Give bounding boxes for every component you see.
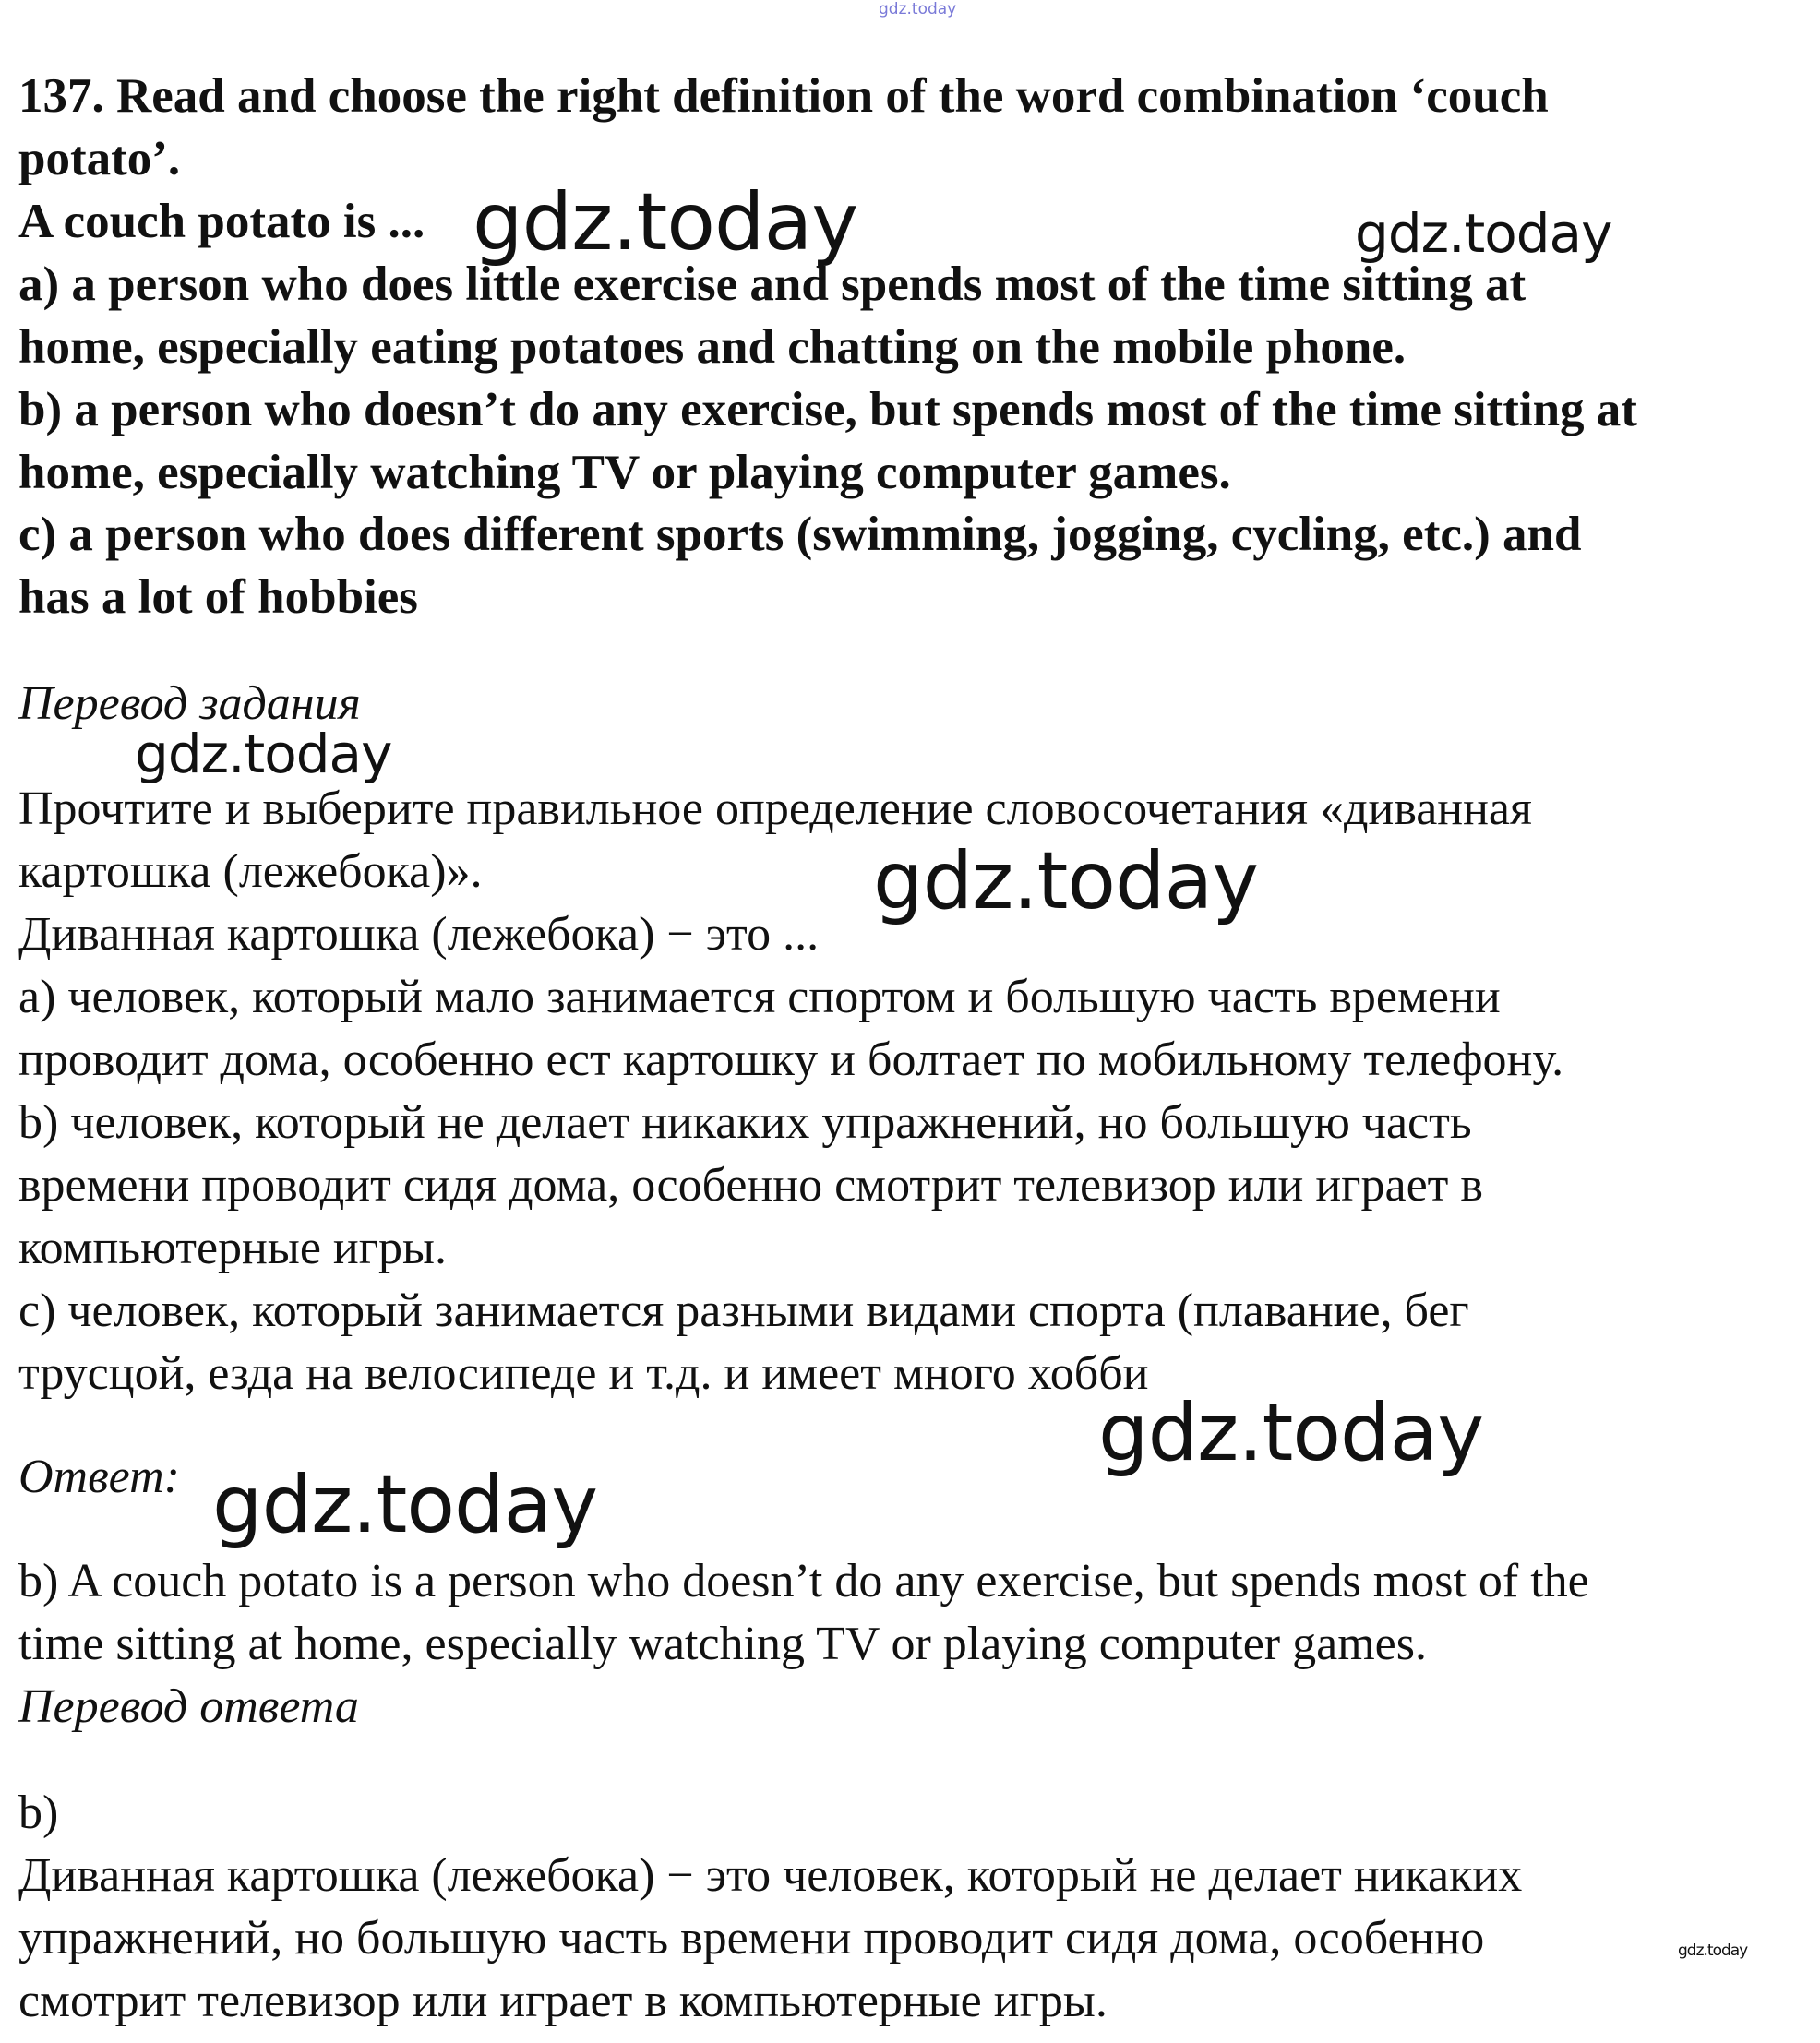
answer-heading: Ответ: xyxy=(18,1451,180,1503)
task-title-line-2: potato’. xyxy=(18,132,181,185)
watermark-4: gdz.today xyxy=(873,835,1259,927)
translation-option-b-line-3: компьютерные игры. xyxy=(18,1222,447,1274)
watermark-3: gdz.today xyxy=(135,723,392,785)
translation-option-c-line-1: c) человек, который занимается разными видами спорта (плавание, бег xyxy=(18,1284,1469,1337)
translation-line-3: Диванная картошка (лежебока) − это ... xyxy=(18,908,820,961)
watermark-2: gdz.today xyxy=(1355,202,1612,265)
translation-option-a-line-1: а) человек, который мало занимается спортом и большую часть времени xyxy=(18,971,1501,1023)
answer-translation-letter: b) xyxy=(18,1786,59,1839)
task-option-a-line-1: a) a person who does little exercise and spends most of the time sitting at xyxy=(18,257,1527,311)
watermark-7: gdz.today xyxy=(1678,1941,1748,1960)
translation-option-a-line-2: проводит дома, особенно ест картошку и болтает по мобильному телефону. xyxy=(18,1033,1564,1086)
task-title-line-1: 137. Read and choose the right definition of the word combination ‘couch xyxy=(18,69,1549,123)
translation-heading: Перевод задания xyxy=(18,677,361,730)
answer-line-1: b) A couch potato is a person who doesn’t do any exercise, but spends most of the xyxy=(18,1555,1589,1607)
translation-option-b-line-2: времени проводит сидя дома, особенно смотрит телевизор или играет в xyxy=(18,1159,1483,1212)
task-option-c-line-2: has a lot of hobbies xyxy=(18,570,418,624)
answer-line-2: time sitting at home, especially watching TV or playing computer games. xyxy=(18,1618,1427,1670)
answer-translation-line-2: упражнений, но большую часть времени проводит сидя дома, особенно xyxy=(18,1912,1485,1965)
translation-line-2: картошка (лежебока)». xyxy=(18,845,483,898)
task-option-c-line-1: c) a person who does different sports (swimming, jogging, cycling, etc.) and xyxy=(18,508,1582,561)
translation-option-b-line-1: b) человек, который не делает никаких упражнений, но большую часть xyxy=(18,1096,1472,1149)
watermark-top: gdz.today xyxy=(879,0,957,18)
answer-translation-line-1: Диванная картошка (лежебока) − это человек, который не делает никаких xyxy=(18,1849,1523,1902)
watermark-6: gdz.today xyxy=(212,1459,598,1551)
translation-option-c-line-2: трусцой, езда на велосипеде и т.д. и имеет много хобби xyxy=(18,1347,1149,1400)
answer-translation-line-3: смотрит телевизор или играет в компьютерные игры. xyxy=(18,1975,1108,2027)
task-option-b-line-2: home, especially watching TV or playing computer games. xyxy=(18,446,1231,499)
task-option-a-line-2: home, especially eating potatoes and chatting on the mobile phone. xyxy=(18,320,1407,374)
watermark-1: gdz.today xyxy=(473,176,858,269)
task-stem: A couch potato is ... xyxy=(18,195,425,248)
translation-line-1: Прочтите и выберите правильное определение словосочетания «диванная xyxy=(18,783,1532,835)
task-option-b-line-1: b) a person who doesn’t do any exercise, but spends most of the time sitting at xyxy=(18,383,1637,436)
answer-translation-heading: Перевод ответа xyxy=(18,1680,359,1733)
watermark-5: gdz.today xyxy=(1098,1387,1484,1479)
